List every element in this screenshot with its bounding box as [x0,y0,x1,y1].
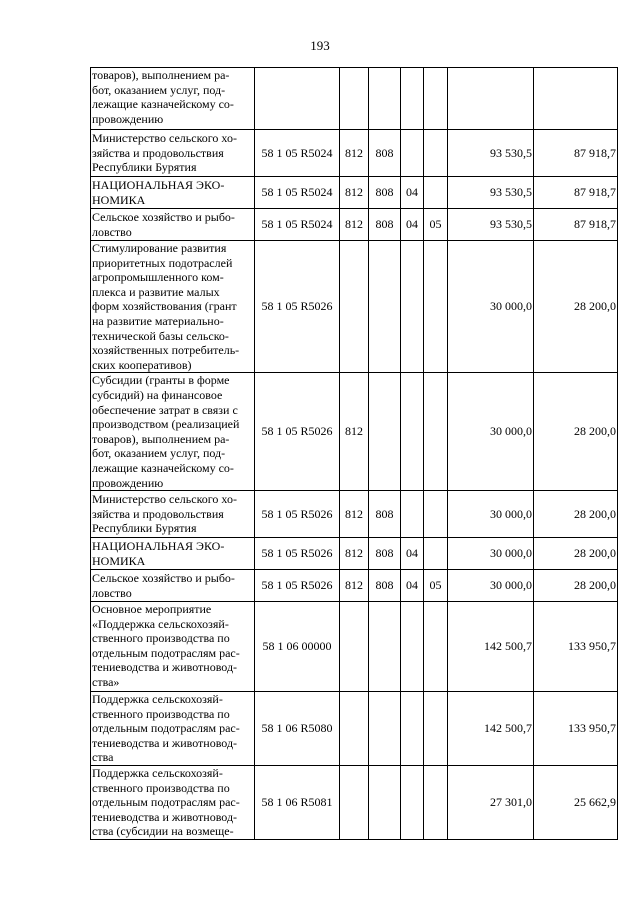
row-subsection-code [401,491,424,538]
row-ministry-code: 812 [340,373,369,491]
row-code: 58 1 05 R5026 [255,570,340,602]
row-code: 58 1 05 R5024 [255,130,340,177]
table-row [91,177,618,209]
row-code: 58 1 05 R5024 [255,209,340,241]
row-amount-1: 30 000,0 [448,570,534,602]
row-amount-1: 93 530,5 [448,209,534,241]
row-name: Сельское хозяйство и рыбо- ловство [91,570,255,602]
budget-table-body [91,68,618,840]
row-ministry-code [340,602,369,692]
row-section-code: 808 [369,538,401,570]
row-amount-2: 87 918,7 [534,209,618,241]
row-code: 58 1 05 R5024 [255,177,340,209]
row-code: 58 1 05 R5026 [255,491,340,538]
row-section-code [369,602,401,692]
row-section-code [369,241,401,373]
row-section-code: 808 [369,209,401,241]
row-expense-type-code [424,491,448,538]
row-amount-1: 30 000,0 [448,538,534,570]
row-subsection-code: 04 [401,177,424,209]
row-subsection-code [401,130,424,177]
row-name: Стимулирование развития приоритетных подотраслей агропромышленного ком- плекса и развитие малых форм хозяйствования (грант на развитие материально- технической базы сельско- хозяйственных потребитель- ских кооперативов) [91,241,255,373]
row-ministry-code: 812 [340,209,369,241]
row-subsection-code [401,241,424,373]
row-section-code [369,692,401,766]
row-subsection-code [401,692,424,766]
row-section-code: 808 [369,177,401,209]
row-expense-type-code [424,177,448,209]
table-row [91,692,618,766]
row-expense-type-code [424,766,448,840]
budget-table [90,67,618,840]
row-amount-2: 28 200,0 [534,241,618,373]
table-row [91,130,618,177]
row-amount-1: 27 301,0 [448,766,534,840]
row-section-code [369,766,401,840]
row-name: НАЦИОНАЛЬНАЯ ЭКО- НОМИКА [91,177,255,209]
row-code: 58 1 06 R5080 [255,692,340,766]
row-amount-2: 87 918,7 [534,177,618,209]
row-amount-2 [534,68,618,130]
page-number: 193 [310,38,330,53]
row-name: Сельское хозяйство и рыбо- ловство [91,209,255,241]
row-section-code [369,373,401,491]
row-expense-type-code [424,538,448,570]
table-row [91,602,618,692]
row-amount-2: 133 950,7 [534,692,618,766]
row-amount-1: 30 000,0 [448,241,534,373]
row-ministry-code: 812 [340,177,369,209]
row-amount-2: 133 950,7 [534,602,618,692]
table-row [91,68,618,130]
row-subsection-code: 04 [401,570,424,602]
row-expense-type-code: 05 [424,570,448,602]
row-ministry-code [340,241,369,373]
row-amount-1: 142 500,7 [448,692,534,766]
row-subsection-code [401,373,424,491]
row-code: 58 1 05 R5026 [255,538,340,570]
row-name: Поддержка сельскохозяй- ственного производства по отдельным подотраслям рас- тениеводства и животновод- ства [91,692,255,766]
table-row [91,209,618,241]
table-row [91,570,618,602]
row-section-code: 808 [369,130,401,177]
row-section-code [369,68,401,130]
row-ministry-code: 812 [340,491,369,538]
row-name: НАЦИОНАЛЬНАЯ ЭКО- НОМИКА [91,538,255,570]
row-ministry-code: 812 [340,570,369,602]
row-subsection-code: 04 [401,209,424,241]
row-expense-type-code [424,692,448,766]
row-amount-1: 30 000,0 [448,373,534,491]
row-amount-2: 87 918,7 [534,130,618,177]
row-ministry-code: 812 [340,538,369,570]
row-ministry-code [340,68,369,130]
row-subsection-code [401,602,424,692]
row-name: Министерство сельского хо- зяйства и продовольствия Республики Бурятия [91,491,255,538]
row-subsection-code [401,766,424,840]
row-name: Основное мероприятие «Поддержка сельскохозяй- ственного производства по отдельным подотраслям рас- тениеводства и животновод- ства» [91,602,255,692]
row-amount-2: 28 200,0 [534,491,618,538]
row-code: 58 1 06 00000 [255,602,340,692]
row-name: Министерство сельского хо- зяйства и продовольствия Республики Бурятия [91,130,255,177]
row-ministry-code [340,766,369,840]
row-amount-1: 93 530,5 [448,177,534,209]
row-expense-type-code [424,241,448,373]
row-expense-type-code [424,602,448,692]
row-amount-1: 142 500,7 [448,602,534,692]
row-expense-type-code [424,130,448,177]
row-amount-2: 28 200,0 [534,570,618,602]
row-expense-type-code [424,373,448,491]
row-name: товаров), выполнением ра- бот, оказанием услуг, под- лежащие казначейскому со- провождению [91,68,255,130]
row-ministry-code: 812 [340,130,369,177]
table-row [91,241,618,373]
row-code: 58 1 05 R5026 [255,373,340,491]
row-amount-1: 93 530,5 [448,130,534,177]
row-expense-type-code [424,68,448,130]
row-subsection-code: 04 [401,538,424,570]
row-code [255,68,340,130]
row-code: 58 1 06 R5081 [255,766,340,840]
row-amount-1: 30 000,0 [448,491,534,538]
row-code: 58 1 05 R5026 [255,241,340,373]
row-ministry-code [340,692,369,766]
row-amount-2: 28 200,0 [534,538,618,570]
table-row [91,766,618,840]
row-name: Субсидии (гранты в форме субсидий) на финансовое обеспечение затрат в связи с производством (реализацией товаров), выполнением ра- бот, оказанием услуг, под- лежащие казначейскому со- провождению [91,373,255,491]
row-expense-type-code: 05 [424,209,448,241]
row-subsection-code [401,68,424,130]
row-section-code: 808 [369,491,401,538]
row-amount-1 [448,68,534,130]
table-row [91,373,618,491]
table-row [91,491,618,538]
table-row [91,538,618,570]
row-amount-2: 28 200,0 [534,373,618,491]
row-amount-2: 25 662,9 [534,766,618,840]
row-section-code: 808 [369,570,401,602]
row-name: Поддержка сельскохозяй- ственного производства по отдельным подотраслям рас- тениеводства и животновод- ства (субсидии на возмеще- [91,766,255,840]
